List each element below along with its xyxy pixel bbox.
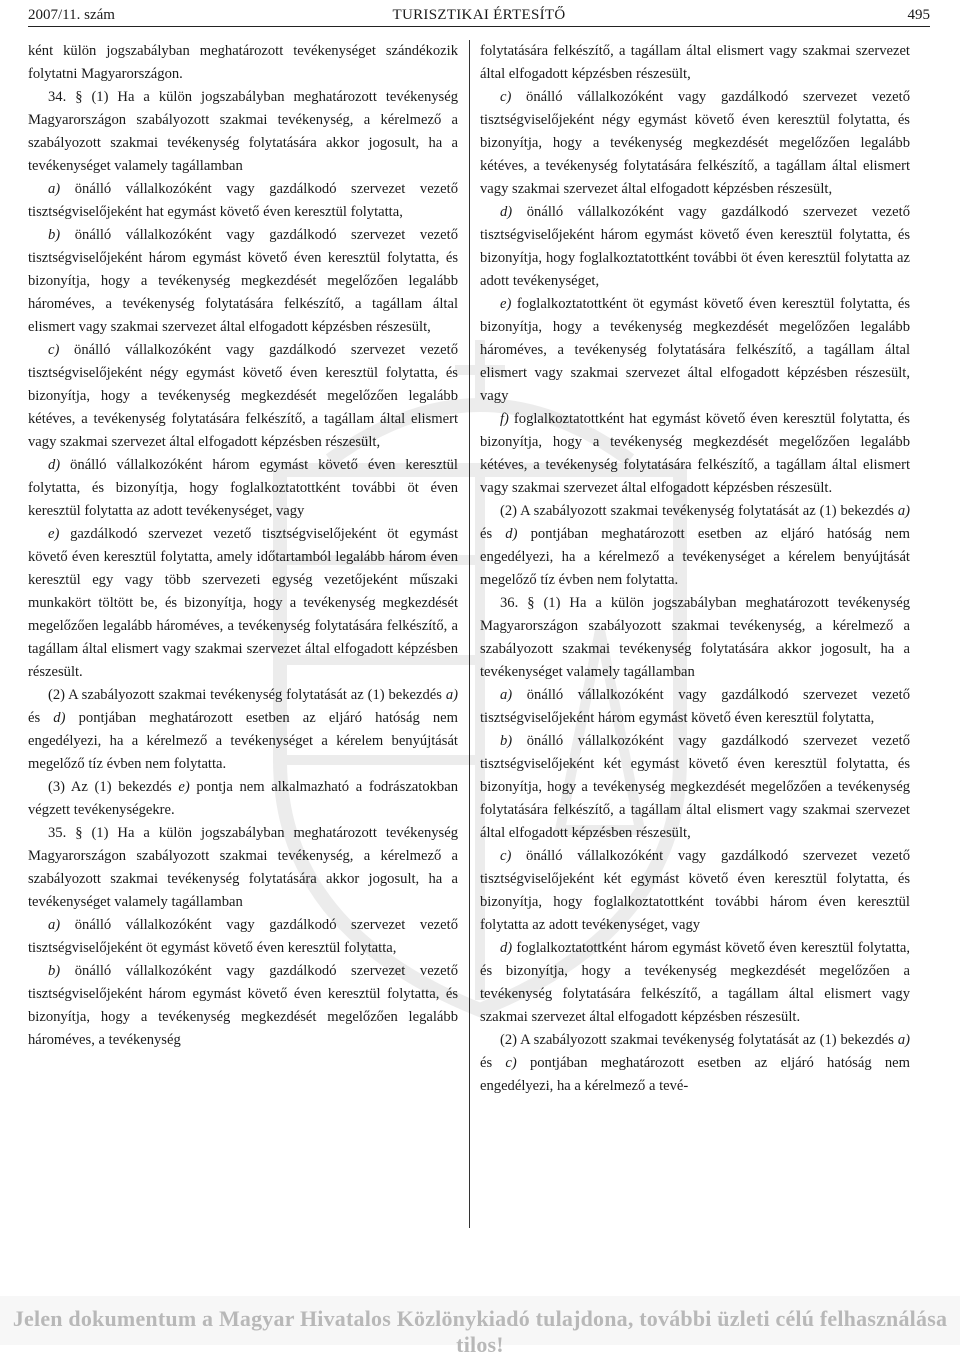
item-label: e) bbox=[48, 526, 60, 542]
paragraph-text: és bbox=[28, 710, 54, 726]
paragraph-text: önálló vállalkozóként vagy gazdálkodó szervezet vezető tisztségviselőjeként három egymást követő éven keresztül folytatta, és bizonyítja, hogy foglalkoztatottként további öt éven keresztül folytatta az adott tevékenységet, bbox=[480, 204, 910, 289]
paragraph-text: pontjában meghatározott esetben az eljáró hatóság nem engedélyezi, ha a kérelmező a tevékenységet a kérelem benyújtását megelőző tíz évben nem folytatta. bbox=[28, 710, 459, 772]
paragraph bbox=[480, 592, 910, 684]
item-label: a) bbox=[48, 181, 61, 197]
paragraph bbox=[28, 914, 458, 960]
item-label: f) bbox=[500, 411, 509, 427]
item-label: b) bbox=[48, 227, 61, 243]
header-rule bbox=[28, 26, 930, 27]
paragraph bbox=[28, 40, 458, 86]
paragraph-text: pontjában meghatározott esetben az eljáró hatóság nem engedélyezi, ha a kérelmező a tevékenységet a kérelem benyújtását megelőző tíz évben nem folytatta. bbox=[480, 526, 911, 588]
paragraph-text: (2) A szabályozott szakmai tevékenység folytatását az (1) bekezdés bbox=[500, 503, 898, 519]
paragraph bbox=[28, 822, 458, 914]
journal-title: TURISZTIKAI ÉRTESÍTŐ bbox=[392, 7, 566, 23]
paragraph bbox=[480, 293, 910, 408]
paragraph-text: 34. § (1) Ha a külön jogszabályban meghatározott tevékenység Magyarországon szabályozott szakmai tevékenység, a kérelmező a szabályozott szakmai tevékenység folytatására akkor jogosult, ha a tevékenységet valamely tagállamban bbox=[28, 89, 458, 174]
item-label: d) bbox=[48, 457, 61, 473]
item-reference: a) bbox=[897, 503, 910, 519]
paragraph bbox=[480, 40, 910, 86]
paragraph-text: önálló vállalkozóként vagy gazdálkodó szervezet vezető tisztségviselőjeként három egymást követő éven keresztül folytatta, és bizonyítja, hogy a tevékenység megkezdését megelőzően legalább hároméves, a tevékenység bbox=[28, 963, 458, 1048]
paragraph bbox=[28, 339, 458, 454]
item-reference: e) bbox=[178, 779, 190, 795]
paragraph-text: gazdálkodó szervezet vezető tisztségviselőjeként öt egymást követő éven keresztül folytatta, amely időtartamból legalább három éven keresztül egy vagy több szervezeti egység vezetőjeként műszaki munkakört töltött be, és bizonyítja, hogy a tevékenység megkezdését megelőzően legalább hároméves, a tevékenység folytatására felkészítő, a tagállam által elismert vagy szakmai szervezet által elfogadott képzésben részesült. bbox=[28, 526, 458, 680]
item-reference: a) bbox=[897, 1032, 910, 1048]
item-label: b) bbox=[500, 733, 513, 749]
paragraph-text: 35. § (1) Ha a külön jogszabályban meghatározott tevékenység Magyarországon szabályozott szakmai tevékenység, a kérelmező a szabályozott szakmai tevékenység folytatására akkor jogosult, ha a tevékenységet valamely tagállamban bbox=[28, 825, 458, 910]
paragraph bbox=[28, 776, 458, 822]
column-divider bbox=[469, 40, 470, 1228]
paragraph-text: 36. § (1) Ha a külön jogszabályban meghatározott tevékenység Magyarországon szabályozott szakmai tevékenység, a kérelmező a szabályozott szakmai tevékenység folytatására akkor jogosult, ha a tevékenységet valamely tagállamban bbox=[480, 595, 910, 680]
paragraph-text: önálló vállalkozóként három egymást követő éven keresztül folytatta, és bizonyítja, hogy foglalkoztatottként további öt éven keresztül folytatta az adott tevékenységet, vagy bbox=[28, 457, 458, 519]
paragraph bbox=[28, 86, 458, 178]
paragraph bbox=[28, 178, 458, 224]
paragraph bbox=[480, 500, 910, 592]
paragraph bbox=[480, 201, 910, 293]
item-label: b) bbox=[48, 963, 61, 979]
paragraph bbox=[28, 224, 458, 339]
paragraph-text: önálló vállalkozóként vagy gazdálkodó szervezet vezető tisztségviselőjeként három egymást követő éven keresztül folytatta, bbox=[480, 687, 910, 726]
item-reference: a) bbox=[445, 687, 458, 703]
paragraph bbox=[480, 684, 910, 730]
paragraph-text: foglalkoztatottként hat egymást követő éven keresztül folytatta, és bizonyítja, hogy a tevékenység megkezdését megelőzően legalább kétéves, a tevékenység folytatására felkészítő, a tagállam által elismert vagy szakmai szervezet által elfogadott képzésben részesült. bbox=[480, 411, 910, 496]
paragraph-text: ként külön jogszabályban meghatározott tevékenységet szándékozik folytatni Magyarországon. bbox=[28, 43, 458, 82]
paragraph-text: önálló vállalkozóként vagy gazdálkodó szervezet vezető tisztségviselőjeként három egymást követő éven keresztül folytatta, és bizonyítja, hogy a tevékenység megkezdését megelőzően legalább hároméves, a tevékenység folytatására felkészítő, a tagállam által elismert vagy szakmai szervezet által elfogadott képzésben részesült, bbox=[28, 227, 458, 335]
item-label: c) bbox=[48, 342, 60, 358]
paragraph-text: önálló vállalkozóként vagy gazdálkodó szervezet vezető tisztségviselőjeként hat egymást követő éven keresztül folytatta, bbox=[28, 181, 458, 220]
item-label: e) bbox=[500, 296, 512, 312]
paragraph-text: önálló vállalkozóként vagy gazdálkodó szervezet vezető tisztségviselőjeként öt egymást követő éven keresztül folytatta, bbox=[28, 917, 458, 956]
paragraph-text: folytatására felkészítő, a tagállam által elismert vagy szakmai szervezet által elfogadott képzésben részesült, bbox=[480, 43, 910, 82]
paragraph-text: és bbox=[480, 1055, 506, 1071]
paragraph-text: (2) A szabályozott szakmai tevékenység folytatását az (1) bekezdés bbox=[500, 1032, 898, 1048]
paragraph-text: önálló vállalkozóként vagy gazdálkodó szervezet vezető tisztségviselőjeként két egymást követő éven keresztül folytatta, és bizonyítja, hogy foglalkoztatottként további három éven keresztül folytatta az adott tevékenységet, vagy bbox=[480, 848, 910, 933]
paragraph-text: foglalkoztatottként három egymást követő éven keresztül folytatta, és bizonyítja, hogy a tevékenység megkezdését megelőzően a tevékenység folytatására felkészítő, a tagállam által elismert vagy szakmai szervezet által elfogadott képzésben részesült. bbox=[480, 940, 910, 1025]
item-label: d) bbox=[500, 940, 513, 956]
item-label: c) bbox=[500, 848, 512, 864]
left-column bbox=[28, 40, 458, 1052]
paragraph bbox=[28, 523, 458, 684]
paragraph bbox=[28, 454, 458, 523]
paragraph-text: önálló vállalkozóként vagy gazdálkodó szervezet vezető tisztségviselőjeként négy egymást követő éven keresztül folytatta, és bizonyítja, hogy a tevékenység megkezdését megelőzően legalább kétéves, a tevékenység folytatására felkészítő, a tagállam által elismert vagy szakmai szervezet által elfogadott képzésben részesült, bbox=[28, 342, 458, 450]
paragraph-text: önálló vállalkozóként vagy gazdálkodó szervezet vezető tisztségviselőjeként négy egymást követő éven keresztül folytatta, és bizonyítja, hogy a tevékenység megkezdését megelőzően legalább kétéves, a tevékenység folytatására felkészítő, a tagállam által elismert vagy szakmai szervezet által elfogadott képzésben részesült, bbox=[480, 89, 910, 197]
paragraph-text: (2) A szabályozott szakmai tevékenység folytatását az (1) bekezdés bbox=[48, 687, 446, 703]
paragraph bbox=[480, 408, 910, 500]
item-reference: c) bbox=[505, 1055, 517, 1071]
paragraph bbox=[28, 684, 458, 776]
issue-number: 2007/11. szám bbox=[28, 7, 115, 23]
paragraph-text: pontja nem alkalmazható a fodrászatokban végzett tevékenységekre. bbox=[28, 779, 458, 818]
page-number: 495 bbox=[907, 7, 930, 23]
paragraph bbox=[480, 937, 910, 1029]
paragraph bbox=[28, 960, 458, 1052]
item-reference: d) bbox=[53, 710, 66, 726]
item-label: a) bbox=[48, 917, 61, 933]
paragraph bbox=[480, 845, 910, 937]
paragraph bbox=[480, 730, 910, 845]
paragraph-text: (3) Az (1) bekezdés bbox=[48, 779, 179, 795]
item-label: d) bbox=[500, 204, 513, 220]
footer-notice: Jelen dokumentum a Magyar Hivatalos Közlönykiadó tulajdona, további üzleti célú felhasználása tilos! bbox=[12, 1306, 948, 1357]
paragraph-text: és bbox=[480, 526, 506, 542]
right-column bbox=[480, 40, 910, 1098]
item-reference: d) bbox=[505, 526, 518, 542]
paragraph bbox=[480, 1029, 910, 1098]
item-label: a) bbox=[500, 687, 513, 703]
paragraph-text: pontjában meghatározott esetben az eljáró hatóság nem engedélyezi, ha a kérelmező a tevé- bbox=[480, 1055, 910, 1094]
item-label: c) bbox=[500, 89, 512, 105]
paragraph-text: foglalkoztatottként öt egymást követő éven keresztül folytatta, és bizonyítja, hogy a tevékenység megkezdését megelőzően legalább hároméves, a tevékenység folytatására felkészítő, a tagállam által elismert vagy szakmai szervezet által elfogadott képzésben részesült, vagy bbox=[480, 296, 910, 404]
paragraph bbox=[480, 86, 910, 201]
paragraph-text: önálló vállalkozóként vagy gazdálkodó szervezet vezető tisztségviselőjeként két egymást követő éven keresztül folytatta, és bizonyítja, hogy a tevékenység megkezdését megelőzően a tevékenység folytatására felkészítő, a tagállam által elismert vagy szakmai szervezet által elfogadott képzésben részesült, bbox=[480, 733, 910, 841]
